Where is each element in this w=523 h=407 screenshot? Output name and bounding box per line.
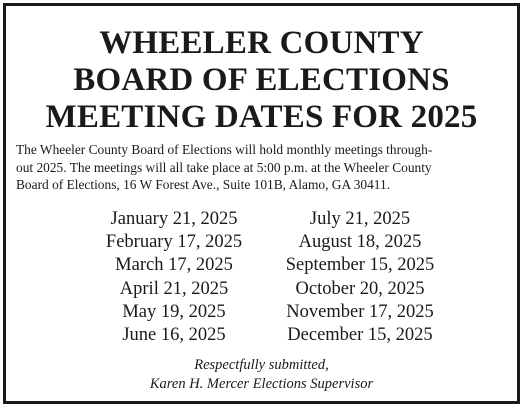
meeting-date: April 21, 2025 — [119, 278, 229, 299]
legal-notice-box — [3, 3, 520, 404]
notice-intro-paragraph — [16, 141, 509, 194]
signoff-signatory: Karen H. Mercer Elections Supervisor — [149, 376, 374, 392]
notice-title-line-2: BOARD OF ELECTIONS — [73, 62, 450, 98]
meeting-date: August 18, 2025 — [298, 232, 422, 253]
meeting-date: January 21, 2025 — [110, 209, 238, 229]
meeting-date: July 21, 2025 — [309, 209, 411, 229]
meeting-date: November 17, 2025 — [286, 301, 434, 322]
intro-line-3: Board of Elections, 16 W Forest Ave., Suite 101B, Alamo, GA 30411. — [16, 177, 391, 192]
meeting-date: February 17, 2025 — [105, 232, 243, 253]
intro-line-1: The Wheeler County Board of Elections will hold monthly meetings through- — [16, 142, 433, 157]
meeting-date: October 20, 2025 — [295, 278, 425, 299]
meeting-date: June 16, 2025 — [122, 324, 226, 345]
meeting-date: March 17, 2025 — [115, 255, 233, 276]
notice-title-line-3: MEETING DATES FOR 2025 — [45, 99, 478, 135]
meeting-date: December 15, 2025 — [287, 324, 433, 345]
dates-column-right — [274, 208, 446, 347]
meeting-date: May 19, 2025 — [122, 301, 226, 322]
dates-column-left — [94, 208, 254, 347]
signoff-line: Respectfully submitted, — [194, 357, 329, 373]
intro-line-2: out 2025. The meetings will all take place at 5:00 p.m. at the Wheeler County — [16, 159, 432, 175]
meeting-date: September 15, 2025 — [285, 255, 435, 276]
notice-title-line-1: WHEELER COUNTY — [99, 25, 424, 61]
